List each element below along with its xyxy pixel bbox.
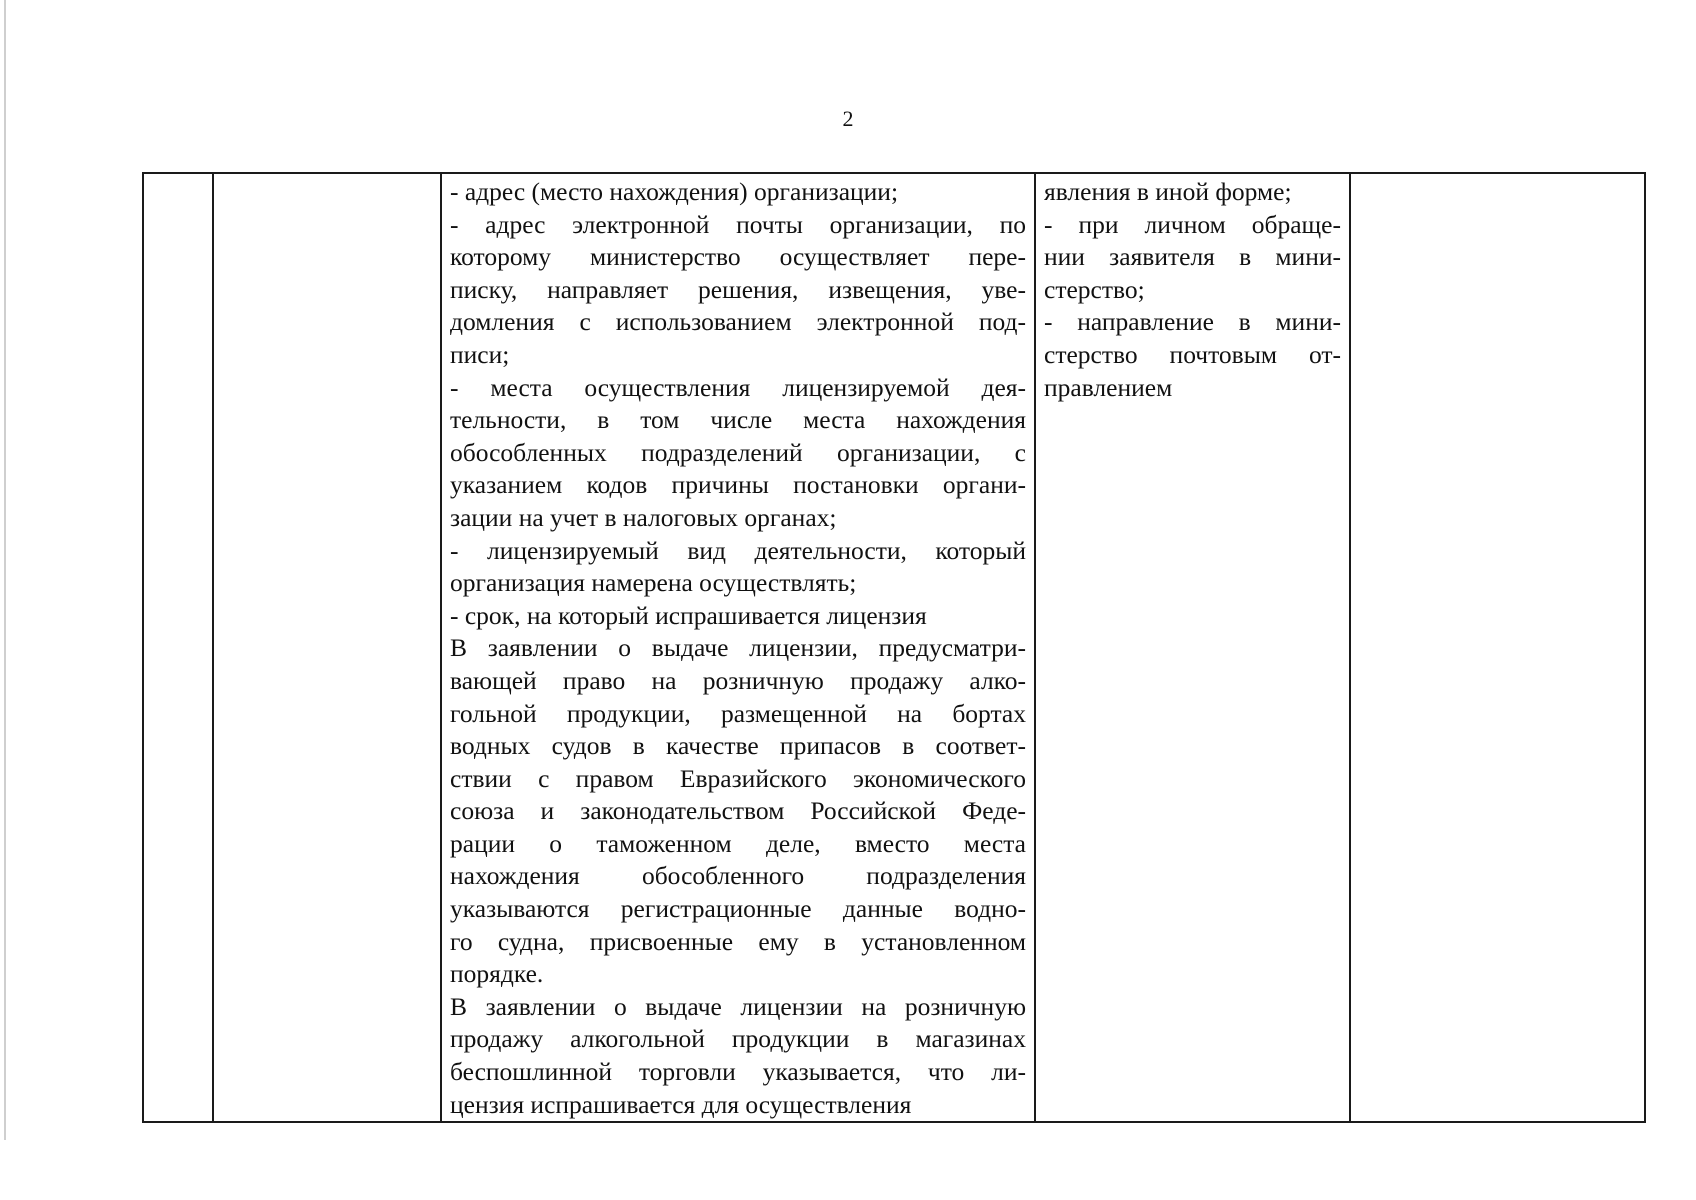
page-number: 2 [842, 106, 854, 131]
table-column-4 [1036, 174, 1351, 1121]
text-line: указанием кодов причины постановки органи- [450, 470, 1026, 500]
text-line: указываются регистрационные данные водно- [450, 894, 1026, 924]
text-line: В заявлении о выдаче лицензии на розничную [450, 991, 1026, 1021]
text-line: тельности, в том числе места нахождения [450, 405, 1026, 435]
text-line: писку, направляет решения, извещения, уве- [450, 274, 1026, 304]
text-line: писи; [450, 339, 510, 369]
table-column-5 [1351, 174, 1644, 1121]
text-line: зации на учет в налоговых органах; [450, 502, 837, 532]
text-line: продажу алкогольной продукции в магазинах [450, 1024, 1026, 1054]
text-line: домления с использованием электронной под- [450, 307, 1026, 337]
text-line: которому министерство осуществляет пере- [450, 242, 1026, 272]
text-line: - срок, на который испрашивается лицензия [450, 600, 927, 630]
submission-methods-text [1044, 176, 1341, 404]
text-line: - адрес электронной почты организации, по [450, 209, 1026, 239]
text-line: беспошлинной торговли указывается, что ли- [450, 1057, 1026, 1087]
text-line: правлением [1044, 372, 1173, 402]
text-line: организация намерена осуществлять; [450, 568, 857, 598]
text-line: - при личном обраще- [1044, 209, 1341, 239]
table-column-2 [214, 174, 442, 1121]
scan-edge-line [4, 0, 6, 1140]
text-line: го судна, присвоенные ему в установленном [450, 926, 1026, 956]
text-line: стерство почтовым от- [1044, 339, 1341, 369]
text-line: В заявлении о выдаче лицензии, предусматри- [450, 633, 1026, 663]
document-table [142, 172, 1646, 1123]
text-line: нии заявителя в мини- [1044, 242, 1341, 272]
text-line: - адрес (место нахождения) организации; [450, 177, 899, 206]
text-line: водных судов в качестве припасов в соответ- [450, 731, 1026, 761]
text-line: обособленных подразделений организации, с [450, 437, 1026, 467]
text-line: вающей право на розничную продажу алко- [450, 665, 1026, 695]
table-column-1 [144, 174, 214, 1121]
text-line: явления в иной форме; [1044, 177, 1292, 206]
text-line: порядке. [450, 959, 544, 989]
text-line: нахождения обособленного подразделения [450, 861, 1026, 891]
text-line: - лицензируемый вид деятельности, который [450, 535, 1026, 565]
text-line: - направление в мини- [1044, 307, 1341, 337]
text-line: союза и законодательством Российской Феде- [450, 796, 1026, 826]
table-column-3 [442, 174, 1036, 1121]
text-line: ствии с правом Евразийского экономического [450, 763, 1026, 793]
text-line: гольной продукции, размещенной на бортах [450, 698, 1026, 728]
text-line: - места осуществления лицензируемой дея- [450, 372, 1026, 402]
requirements-text [450, 176, 1026, 1121]
text-line: цензия испрашивается для осуществления [450, 1089, 912, 1119]
text-line: стерство; [1044, 274, 1145, 304]
text-line: рации о таможенном деле, вместо места [450, 828, 1026, 858]
